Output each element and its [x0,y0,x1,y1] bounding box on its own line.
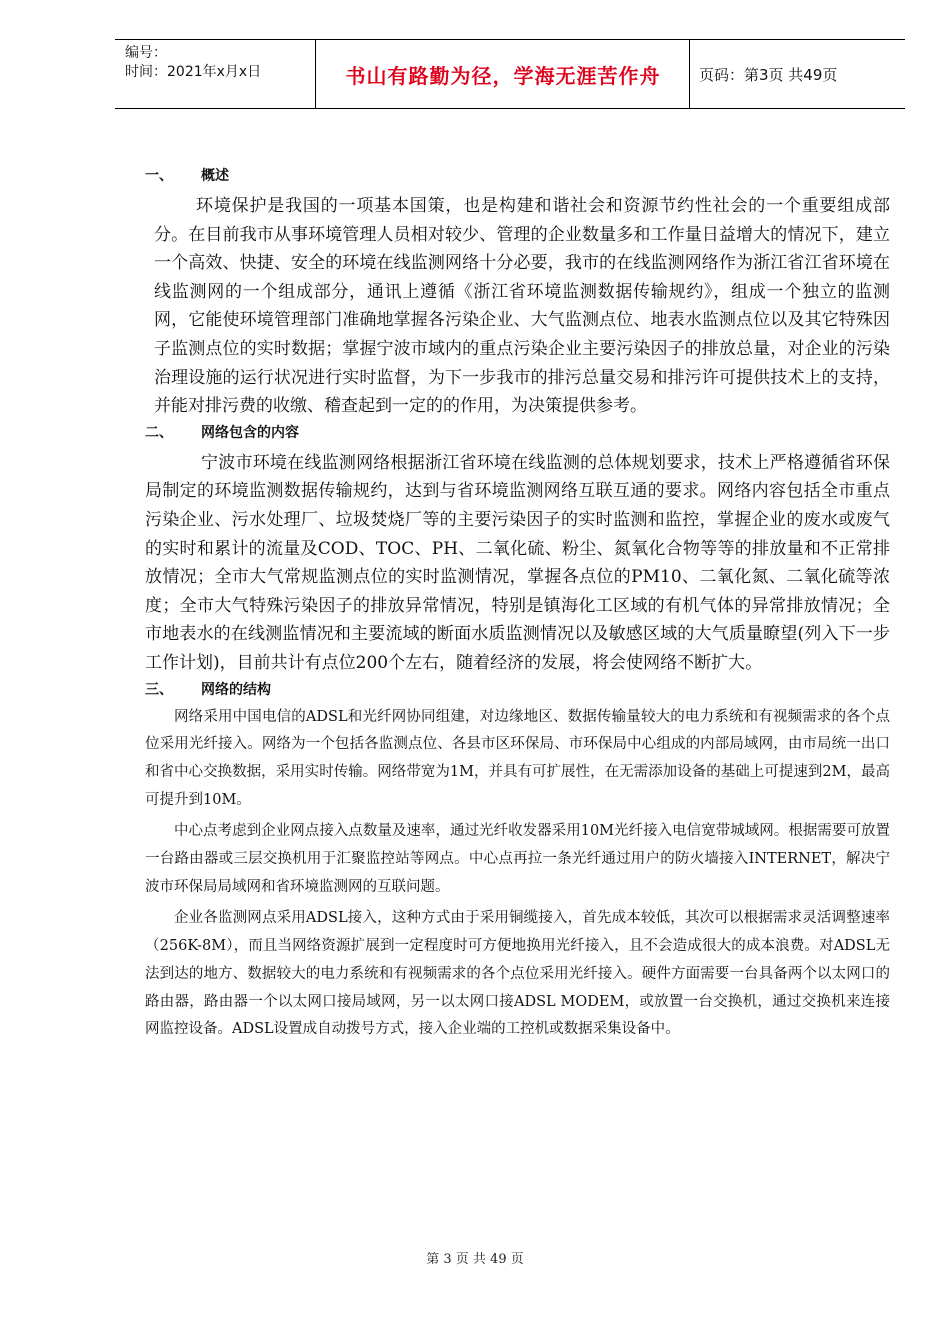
page-footer: 第 3 页 共 49 页 [426,1252,524,1267]
paragraph: 环境保护是我国的一项基本国策，也是构建和谐社会和资源节约性社会的一个重要组成部分。在目前我市从事环境管理人员相对较少、管理的企业数量多和工作量日益增大的情况下，建立一个高效、快捷、安全的环境在线监测网络十分必要，我市的在线监测网络作为浙江省江省环境在线监测网的一个组成部分，通讯上遵循《浙江省环境监测数据传输规约》，组成一个独立的监测网，它能使环境管理部门准确地掌握各污染企业、大气监测点位、地表水监测点位以及其它特殊因子监测点位的实时数据；掌握宁波市域内的重点污染企业主要污染因子的排放总量，对企业的污染治理设施的运行状况进行实时监督，为下一步我市的排污总量交易和排污许可提供技术上的支持，并能对排污费的收缴、稽查起到一定的的作用，为决策提供参考。 [154,196,890,417]
section-title: 概述 [201,168,229,184]
header-meta [125,44,261,82]
document-number-label: 编号： [125,45,167,61]
header-divider [689,40,690,108]
header-divider [315,40,316,108]
section-heading [145,678,890,702]
page-header [115,39,905,109]
section-title: 网络包含的内容 [201,424,299,441]
section-number: 一、 [145,168,173,184]
section-number: 三、 [145,681,173,698]
paragraph: 中心点考虑到企业网点接入点数量及速率，通过光纤收发器采用10M光纤接入电信宽带城域网。根据需要可放置一台路由器或三层交换机用于汇聚监控站等网点。中心点再拉一条光纤通过用户的防火墙接入INTERNET，解决宁波市环保局局域网和省环境监测网的互联问题。 [145,823,890,895]
document-body [145,164,890,1044]
paragraph: 宁波市环境在线监测网络根据浙江省环境在线监测的总体规划要求，技术上严格遵循省环保局制定的环境监测数据传输规约，达到与省环境监测网络互联互通的要求。网络内容包括全市重点污染企业、污水处理厂、垃圾焚烧厂等的主要污染因子的实时监测和监控，掌握企业的废水或废气的实时和累计的流量及COD、TOC、PH、二氧化硫、粉尘、氮氧化合物等等的排放量和不正常排放情况；全市大气常规监测点位的实时监测情况，掌握各点位的PM10、二氧化氮、二氧化硫等浓度；全市大气特殊污染因子的排放异常情况，特别是镇海化工区域的有机气体的异常排放情况；全市地表水的在线测监情况和主要流域的断面水质监测情况以及敏感区域的大气质量瞭望(列入下一步工作计划)，目前共计有点位200个左右，随着经济的发展，将会使网络不断扩大。 [145,452,890,673]
section-title: 网络的结构 [201,681,271,698]
paragraph: 网络采用中国电信的ADSL和光纤网协同组建，对边缘地区、数据传输量较大的电力系统和有视频需求的各个点位采用光纤接入。网络为一个包括各监测点位、各县市区环保局、市环保局中心组成的内部局域网，由市局统一出口和省中心交换数据，采用实时传输。网络带宽为1M，并具有可扩展性，在无需添加设备的基础上可提速到2M，最高可提升到10M。 [145,708,890,808]
header-page-number: 页码：第3页 共49页 [699,66,838,84]
document-time-label: 时间：2021年x月x日 [125,64,262,80]
section-heading [145,421,890,445]
header-motto: 书山有路勤为径，学海无涯苦作舟 [345,63,661,88]
section-number: 二、 [145,424,173,441]
paragraph: 企业各监测网点采用ADSL接入，这种方式由于采用铜缆接入，首先成本较低，其次可以根据需求灵活调整速率（256K-8M），而且当网络资源扩展到一定程度时可方便地换用光纤接入，且不会造成很大的成本浪费。对ADSL无法到达的地方、数据较大的电力系统和有视频需求的各个点位采用光纤接入。硬件方面需要一台具备两个以太网口的路由器，路由器一个以太网口接局域网，另一以太网口接ADSL MODEM，或放置一台交换机，通过交换机来连接网监控设备。ADSL设置成自动拨号方式，接入企业端的工控机或数据采集设备中。 [145,910,890,1038]
section-heading [145,164,890,188]
